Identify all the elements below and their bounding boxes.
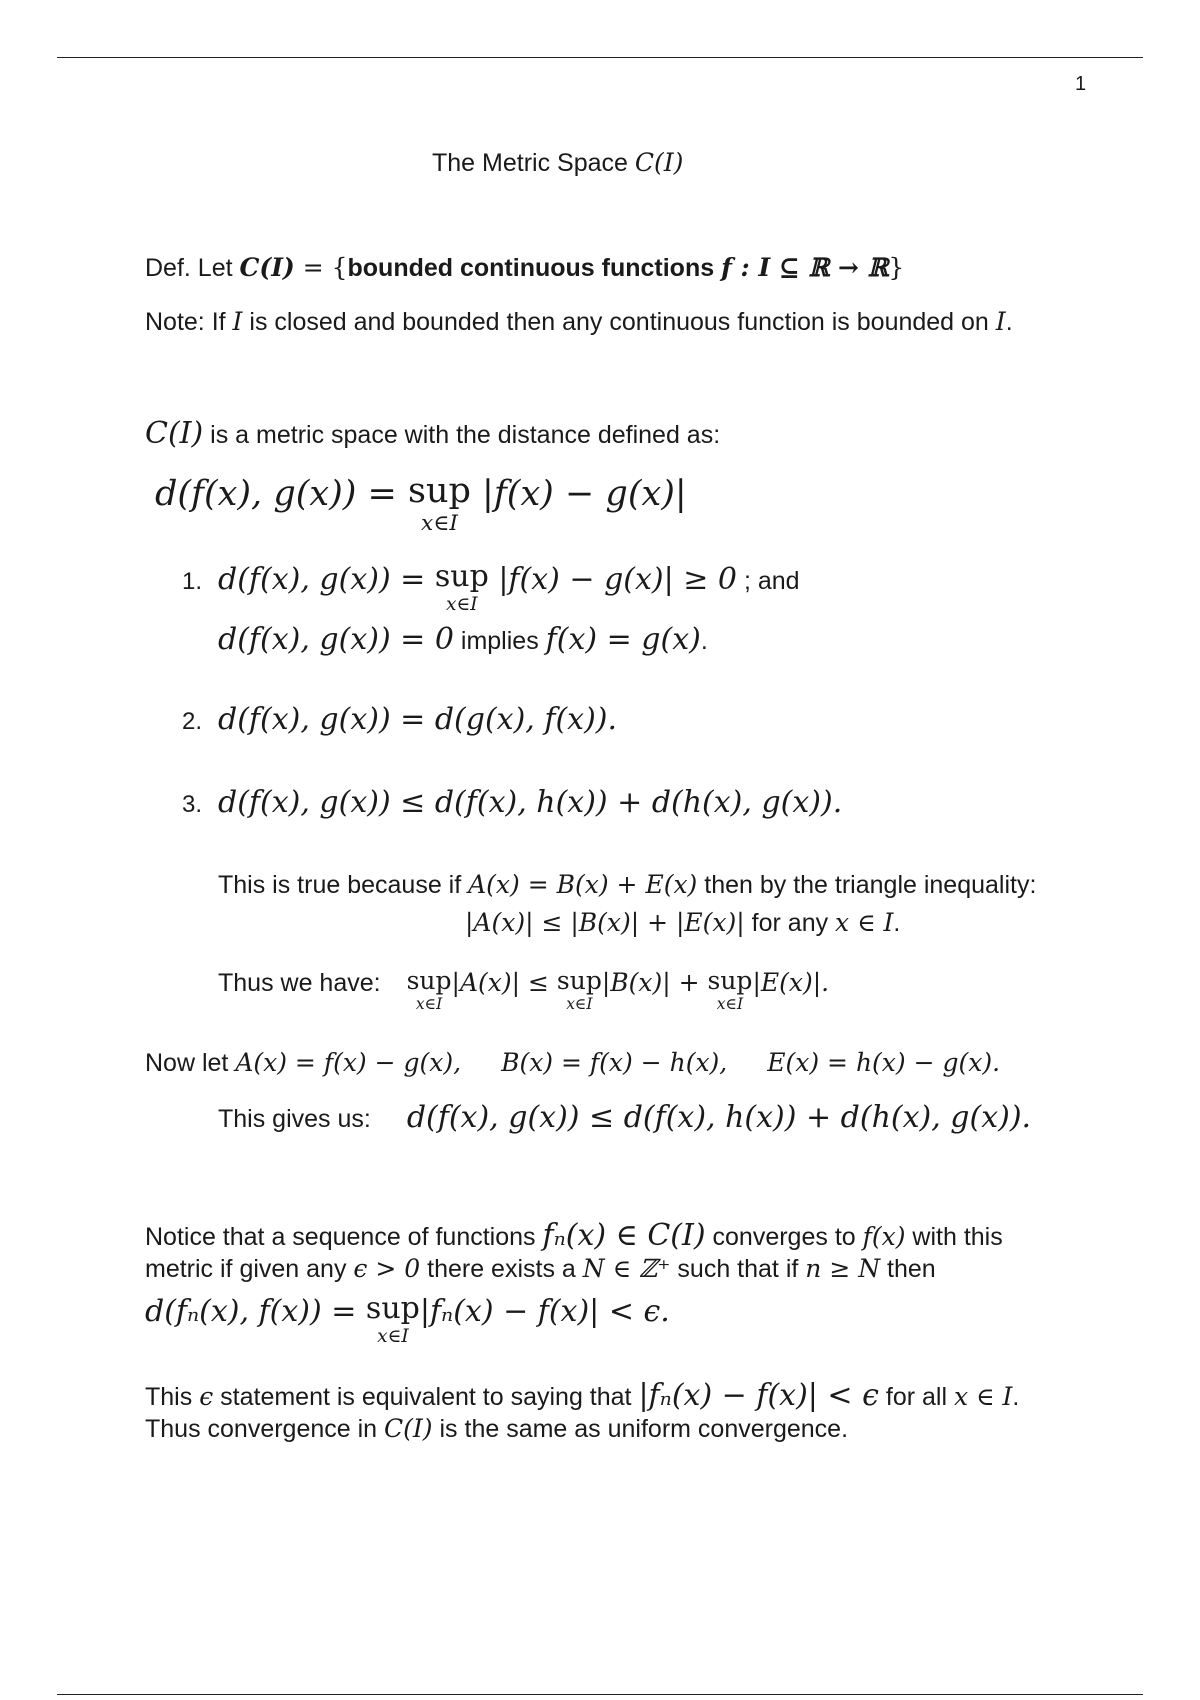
page-number: 1 <box>1075 73 1087 95</box>
property-2: 2. d(f(x), g(x)) = d(g(x), f(x)). <box>182 702 618 737</box>
metric-intro: C(I) is a metric space with the distance defined as: <box>145 416 721 451</box>
header-rule <box>57 57 1143 58</box>
property-1: 1. d(f(x), g(x)) = sup x∈I |f(x) − g(x)| ≥ 0 ; and <box>182 559 800 615</box>
property-3: 3. d(f(x), g(x)) ≤ d(f(x), h(x)) + d(h(x), g(x)). <box>182 785 843 820</box>
note: Note: If I is closed and bounded then any continuous function is bounded on I. <box>145 307 1013 336</box>
triangle-line-1: This is true because if A(x) = B(x) + E(x) then by the triangle inequality: <box>218 870 1037 899</box>
conclusion-line-2: Thus convergence in C(I) is the same as uniform convergence. <box>145 1414 849 1443</box>
now-let-line: Now let A(x) = f(x) − g(x), B(x) = f(x) − h(x), E(x) = h(x) − g(x). <box>145 1048 1001 1077</box>
gives-line: This gives us: d(f(x), g(x)) ≤ d(f(x), h(x)) + d(h(x), g(x)). <box>218 1100 1032 1135</box>
thus-line: Thus we have: sup x∈I |A(x)| ≤ sup x∈I |B(x)| + sup x∈I |E(x)|. <box>218 966 830 1013</box>
footer-rule <box>57 1694 1143 1695</box>
conclusion-line-1: This ϵ statement is equivalent to saying that |fₙ(x) − f(x)| < ϵ for all x ∈ I. <box>145 1378 1020 1413</box>
property-1-line-2: d(f(x), g(x)) = 0 implies f(x) = g(x). <box>218 622 708 657</box>
convergence-definition: d(fₙ(x), f(x)) = sup x∈I |fₙ(x) − f(x)| < ϵ. <box>145 1291 670 1347</box>
metric-definition: d(f(x), g(x)) = sup x∈I |f(x) − g(x)| <box>155 471 687 536</box>
convergence-line-2: metric if given any ϵ > 0 there exists a N ∈ ℤ⁺ such that if n ≥ N then <box>145 1254 936 1283</box>
definition: Def. Let C(I) = {bounded continuous functions f : I ⊆ ℝ → ℝ} <box>145 253 905 282</box>
page-title: The Metric Space C(I) <box>432 148 684 177</box>
triangle-line-2: |A(x)| ≤ |B(x)| + |E(x)| for any x ∈ I. <box>465 908 901 937</box>
convergence-line-1: Notice that a sequence of functions fₙ(x) ∈ C(I) converges to f(x) with this <box>145 1218 1003 1253</box>
